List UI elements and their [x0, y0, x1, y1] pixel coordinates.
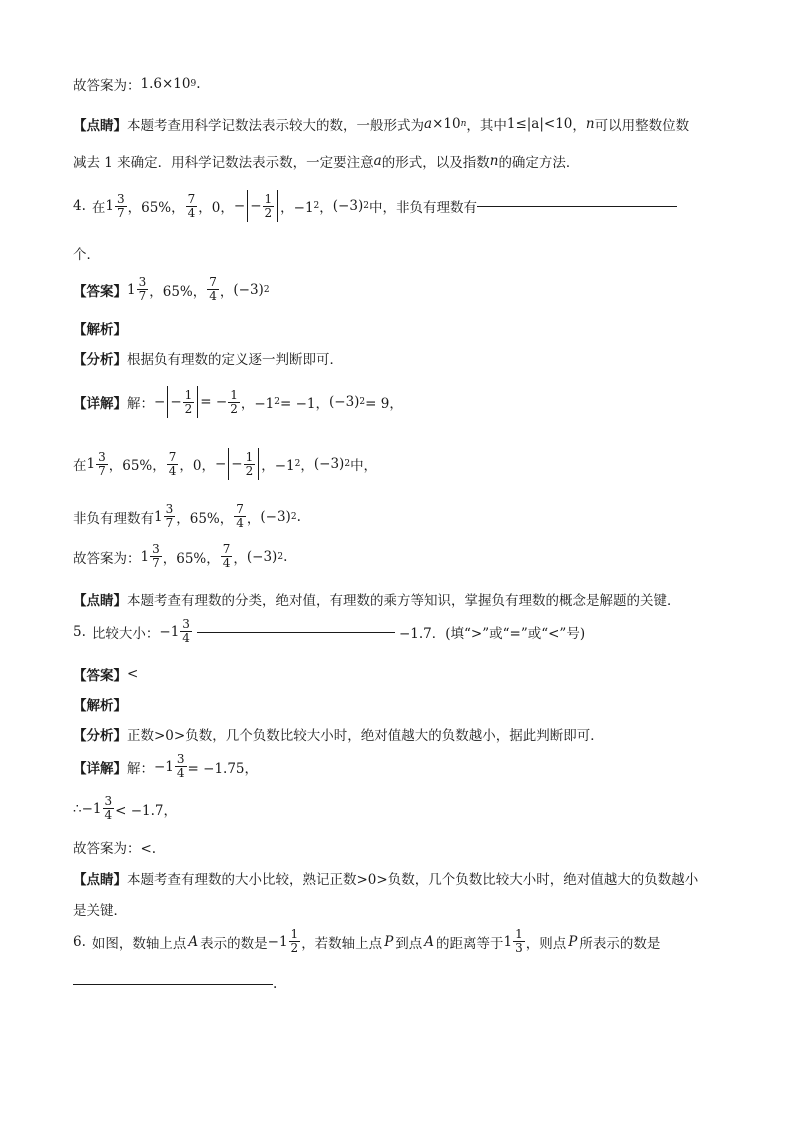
denominator: 4 — [168, 463, 177, 478]
comment-text: 本题考查有理数的分类，绝对值，有理数的乘方等知识，掌握负有理数的概念是解题的关键． — [127, 593, 681, 609]
answer-tag: 【答案】 — [73, 668, 127, 684]
equals-expression: = 9， — [365, 396, 403, 412]
exponent: 2 — [290, 511, 297, 522]
question-text: 个． — [73, 247, 100, 263]
var-a: a — [373, 153, 382, 169]
comment-text: 本题考查有理数的大小比较，熟记正数>0>负数，几个负数比较大小时，绝对值越大的负数越小 — [127, 872, 699, 888]
numerator: 3 — [176, 752, 185, 766]
parenthesized-number: (−3) — [260, 508, 291, 525]
parenthesized-number: (−3) — [328, 394, 360, 410]
question-5 — [73, 618, 585, 645]
fraction — [289, 928, 301, 955]
detail-tag: 【详解】 — [73, 396, 127, 412]
whole: 1 — [140, 548, 150, 565]
question-number: 6. — [73, 933, 86, 950]
final-answer-5 — [73, 837, 156, 857]
question-text: 表示的数是 — [200, 935, 268, 952]
denominator: 4 — [209, 289, 217, 303]
exp-n: n — [460, 119, 467, 129]
denominator: 7 — [165, 516, 174, 530]
numerator: 3 — [165, 502, 174, 516]
analysis-sub-tag: 【分析】 — [73, 352, 127, 368]
mixed-number — [504, 928, 526, 955]
separator: ，−1 — [240, 396, 275, 412]
numerator: 3 — [116, 191, 125, 206]
parenthesized-number: (−3) — [233, 281, 264, 298]
comment-text: 减去 1 来确定．用科学记数法表示数，一定要注意 — [73, 155, 374, 171]
separator: ， — [246, 510, 261, 527]
separator: ，−1 — [280, 200, 314, 216]
answer-4 — [73, 276, 270, 303]
separator: ，65%， — [162, 550, 220, 567]
numerator: 1 — [264, 191, 273, 206]
point-a: A — [188, 933, 199, 950]
numerator: 7 — [187, 191, 196, 206]
separator: ， — [233, 550, 247, 567]
answer-label: 故答案为： — [73, 78, 141, 94]
question-text: 的距离等于 — [436, 935, 504, 952]
minus-sign: − — [154, 394, 166, 410]
exponent: 2 — [274, 397, 280, 407]
minus-sign: − — [231, 456, 243, 472]
question-6 — [73, 928, 660, 955]
parenthesized-number: (−3) — [332, 198, 364, 214]
question-text: ，则点 — [525, 935, 567, 952]
separator: ， — [300, 458, 314, 474]
question-text: 比较大小： — [91, 625, 160, 642]
absolute-value — [167, 386, 198, 418]
equals-expression: = −1.75， — [187, 760, 259, 777]
exponent: 9 — [190, 79, 197, 89]
separator: ，−1 — [261, 458, 295, 474]
whole: 1 — [503, 933, 513, 950]
answer-5 — [73, 664, 138, 684]
numerator: 3 — [138, 275, 147, 289]
denominator: 4 — [187, 205, 196, 220]
minus-sign: − — [214, 456, 227, 472]
exponent: 2 — [363, 201, 369, 211]
range-expression: 1≤|a|<10 — [506, 116, 573, 132]
equals-expression: = −1， — [279, 396, 329, 412]
denominator: 4 — [222, 556, 231, 570]
fraction — [244, 451, 256, 478]
answer-blank[interactable] — [197, 631, 395, 633]
detail-text: 中， — [350, 458, 378, 474]
analysis-text: 正数>0>负数，几个负数比较大小时，绝对值越大的负数越小，据此判断即可． — [127, 728, 604, 744]
mixed-number — [141, 543, 163, 570]
denominator: 4 — [176, 766, 185, 780]
var-n: n — [585, 116, 595, 132]
detail-text: 解： — [127, 760, 154, 777]
denominator: 4 — [104, 808, 113, 822]
fraction — [103, 795, 115, 822]
mixed-number — [127, 276, 149, 303]
separator: ，65%， — [108, 458, 166, 474]
detail-4-row-3 — [73, 503, 301, 530]
analysis-header-4 — [73, 318, 127, 338]
var-a: a — [424, 116, 433, 132]
numerator: 1 — [290, 927, 299, 941]
fraction — [207, 276, 219, 303]
numerator: 3 — [152, 542, 160, 556]
question-4 — [73, 190, 677, 222]
comparison-expression: < −1.7， — [115, 802, 178, 819]
detail-text: 故答案为：<. — [73, 841, 157, 857]
comment-line-q3-cont — [73, 151, 579, 171]
detail-text: 非负有理数有 — [73, 510, 154, 527]
parenthesized-number: (−3) — [313, 456, 345, 472]
question-text: 在 — [91, 200, 106, 216]
analysis-5 — [73, 724, 604, 744]
minus-sign: − — [170, 394, 182, 410]
negative-whole: −1 — [159, 623, 180, 640]
minus-sign: − — [250, 198, 262, 214]
point-p: P — [384, 933, 394, 950]
therefore-expression: ∴−1 — [73, 800, 102, 817]
numerator: 1 — [515, 927, 523, 941]
exponent: 2 — [344, 459, 351, 469]
numerator: 3 — [104, 794, 113, 808]
numerator: 7 — [236, 502, 244, 516]
analysis-tag: 【解析】 — [73, 322, 127, 338]
exponent: 2 — [294, 459, 301, 469]
denominator: 2 — [230, 401, 238, 416]
analysis-sub-tag: 【分析】 — [73, 728, 127, 744]
exponent: 2 — [313, 201, 320, 211]
denominator: 4 — [236, 516, 244, 530]
question-text: 中，非负有理数有 — [368, 200, 477, 216]
detail-text: 解： — [127, 396, 154, 412]
numerator: 3 — [98, 449, 106, 464]
answer-value: 1.6×10 — [140, 76, 191, 92]
whole: 1 — [154, 508, 163, 525]
numerator: 7 — [168, 449, 177, 464]
fraction — [175, 753, 187, 780]
fraction — [167, 451, 179, 478]
analysis-text: 根据负有理数的定义逐一判断即可． — [127, 352, 343, 368]
separator: ，65%， — [176, 510, 234, 527]
numerator: 1 — [230, 387, 238, 402]
period: . — [283, 548, 288, 565]
denominator: 2 — [184, 401, 193, 416]
comment-text: ，其中 — [466, 118, 507, 134]
negative-whole: −1 — [267, 933, 288, 950]
analysis-4 — [73, 348, 343, 368]
exponent: 2 — [277, 551, 284, 562]
numerator: 7 — [222, 542, 231, 556]
whole: 1 — [127, 281, 136, 298]
comma: ， — [572, 118, 586, 134]
fraction — [96, 451, 108, 478]
separator: ，0， — [179, 458, 215, 474]
question-6-cont — [73, 976, 277, 992]
whole: 1 — [86, 456, 96, 472]
point-a: A — [424, 933, 435, 950]
question-text: 到点 — [395, 935, 423, 952]
absolute-value — [228, 448, 259, 480]
comment-5-cont — [73, 899, 127, 919]
mixed-number — [105, 193, 127, 220]
denominator: 7 — [138, 289, 147, 303]
question-text: −1.7．(填“>”或“=”或“<”号) — [398, 625, 586, 642]
fraction — [234, 503, 246, 530]
comment-text: 本题考查用科学记数法表示较大的数，一般形式为 — [127, 118, 424, 134]
period: . — [273, 976, 278, 992]
answer-blank[interactable] — [477, 205, 677, 207]
separator: ，65%， — [149, 283, 207, 300]
question-text: ，若数轴上点 — [301, 935, 383, 952]
comment-line-q3 — [73, 114, 689, 134]
detail-text: 故答案为： — [73, 550, 141, 567]
fraction — [180, 618, 192, 645]
denominator: 4 — [182, 631, 190, 645]
negative-whole: −1 — [154, 758, 174, 775]
fraction — [263, 193, 275, 220]
comment-4 — [73, 589, 681, 609]
numerator: 1 — [245, 449, 254, 464]
denominator: 2 — [290, 941, 299, 955]
comment-text: 是关键． — [73, 903, 127, 919]
fraction — [228, 389, 240, 416]
detail-5 — [73, 753, 258, 780]
numerator: 1 — [184, 387, 193, 402]
question-number: 4. — [73, 198, 86, 214]
comment-tag: 【点睛】 — [73, 872, 127, 888]
fraction — [150, 543, 162, 570]
detail-4 — [73, 386, 403, 418]
exponent: 2 — [359, 397, 366, 407]
mixed-number — [87, 451, 109, 478]
fraction — [183, 389, 195, 416]
equals-expression: = − — [200, 394, 228, 410]
whole: 1 — [105, 198, 114, 214]
detail-5-row-2 — [73, 795, 177, 822]
numerator: 7 — [209, 275, 217, 289]
fraction — [186, 193, 198, 220]
question-number: 5. — [73, 623, 86, 640]
analysis-tag: 【解析】 — [73, 698, 127, 714]
detail-text: 在 — [73, 458, 87, 474]
absolute-value — [247, 190, 278, 222]
separator: ，0， — [198, 200, 234, 216]
comment-text: 的形式，以及指数 — [381, 155, 490, 171]
separator: ， — [219, 283, 234, 300]
denominator: 7 — [116, 205, 125, 220]
answer-tag: 【答案】 — [73, 283, 127, 300]
question-4-cont — [73, 243, 100, 263]
denominator: 7 — [98, 463, 106, 478]
comment-text: 可以用整数位数 — [594, 118, 690, 134]
minus-sign: − — [233, 198, 246, 214]
question-text: 如图，数轴上点 — [91, 935, 187, 952]
exponent: 2 — [263, 284, 270, 295]
fraction — [115, 193, 127, 220]
var-n: n — [489, 153, 499, 169]
numerator: 3 — [182, 617, 190, 631]
comment-5 — [73, 868, 698, 888]
answer-blank[interactable] — [73, 983, 273, 985]
mixed-number — [154, 503, 176, 530]
fraction — [221, 543, 233, 570]
answer-value: < — [127, 666, 139, 682]
analysis-header-5 — [73, 694, 127, 714]
parenthesized-number: (−3) — [246, 548, 278, 565]
point-p: P — [568, 933, 578, 950]
comment-text: 的确定方法． — [498, 155, 580, 171]
fraction — [164, 503, 176, 530]
separator: ，65%， — [127, 200, 185, 216]
separator: ， — [319, 200, 333, 216]
comment-tag: 【点睛】 — [73, 593, 127, 609]
period: . — [196, 76, 201, 92]
final-answer-4 — [73, 543, 287, 570]
detail-4-row-2 — [73, 448, 377, 480]
comment-tag: 【点睛】 — [73, 118, 127, 134]
denominator: 7 — [152, 556, 160, 570]
times-ten: ×10 — [432, 116, 461, 132]
detail-tag: 【详解】 — [73, 760, 127, 777]
denominator: 3 — [515, 941, 523, 955]
denominator: 2 — [245, 463, 254, 478]
denominator: 2 — [264, 205, 273, 220]
fraction — [513, 928, 525, 955]
question-text: 所表示的数是 — [579, 935, 661, 952]
answer-line-q3 — [73, 74, 201, 94]
fraction — [137, 276, 149, 303]
period: . — [296, 508, 301, 525]
